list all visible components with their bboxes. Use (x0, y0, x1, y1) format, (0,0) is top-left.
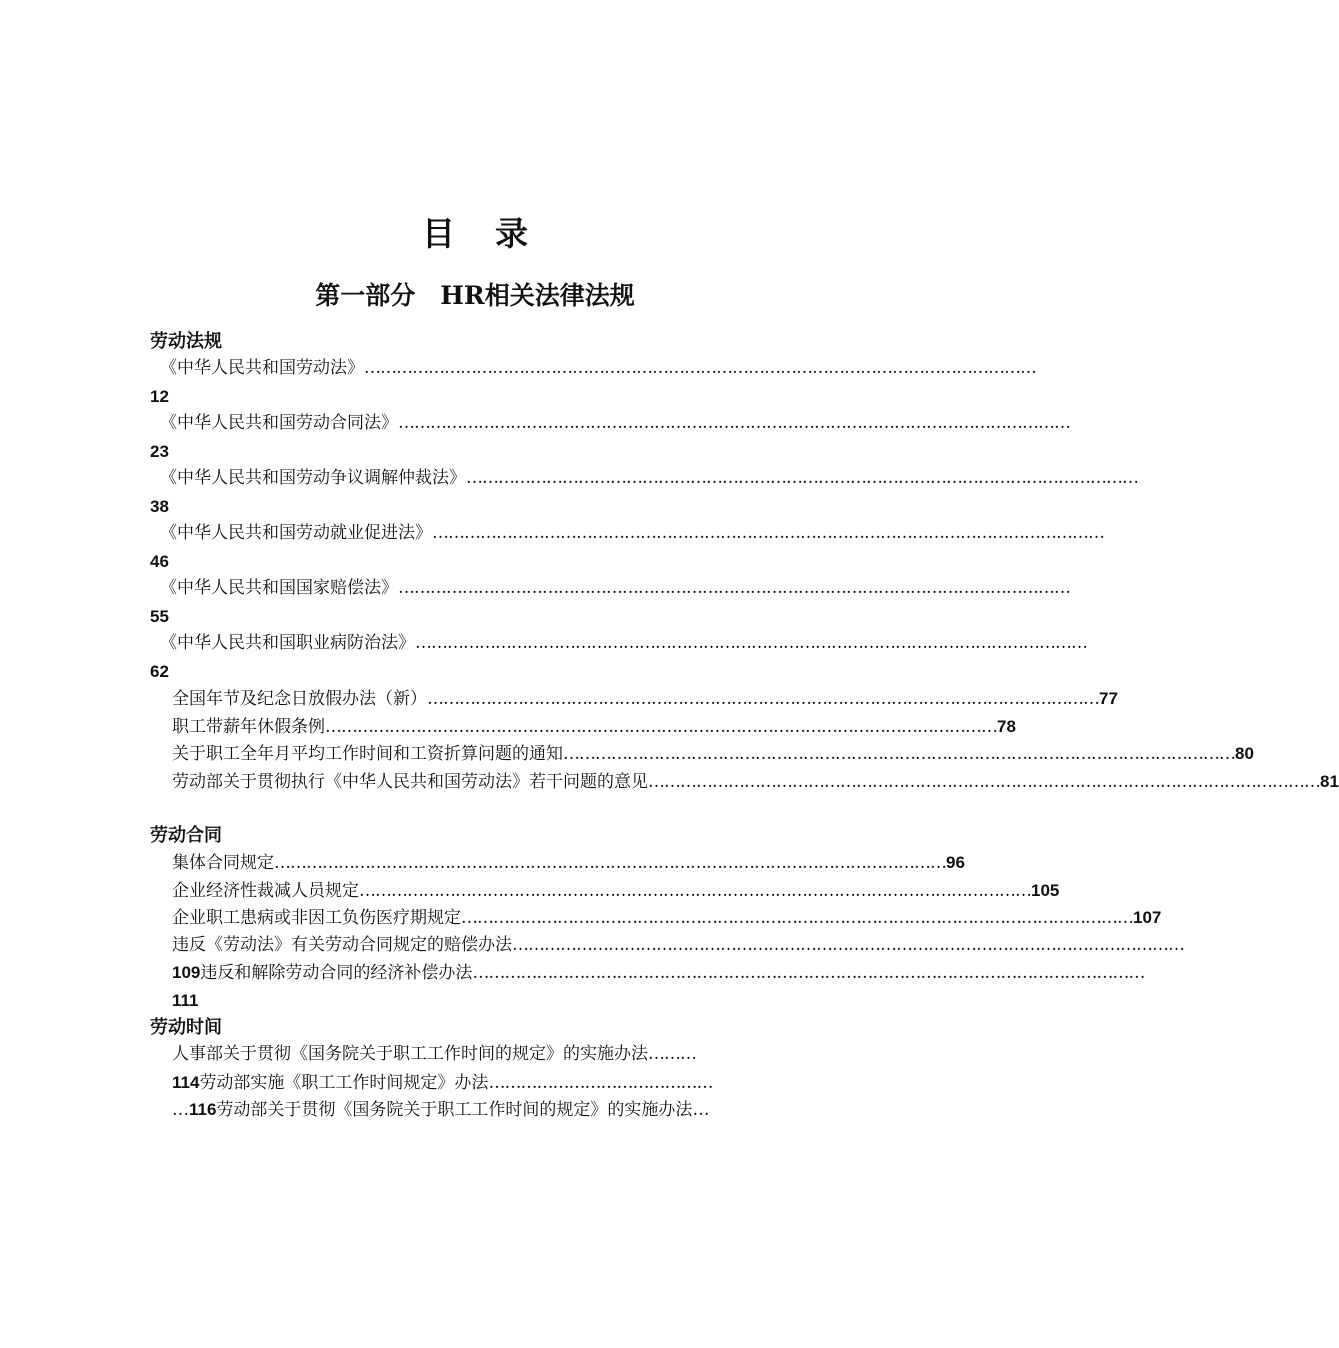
toc-title (0, 208, 950, 255)
toc-entry[interactable]: 《中华人民共和国劳动争议调解仲裁法》 ……………………………………………………………………………………………………………… (160, 468, 1138, 488)
toc-entry[interactable]: 《中华人民共和国国家赔偿法》 ……………………………………………………………………………………………………………… (160, 578, 1070, 598)
toc-entry[interactable]: 企业职工患病或非因工负伤医疗期规定 ……………………………………………………………………………………………………………… 107 (172, 908, 1162, 928)
toc-entry[interactable]: 关于职工全年月平均工作时间和工资折算问题的通知 ……………………………………………………………………………………………………………… 80 (172, 744, 1254, 764)
toc-page-number: 46 (150, 551, 169, 571)
toc-page-number: 111 (172, 990, 199, 1010)
toc-page-number: 55 (150, 606, 169, 626)
toc-title-right: 录 (495, 214, 528, 253)
toc-entry[interactable]: 集体合同规定 ……………………………………………………………………………………………………………… 96 (172, 853, 965, 873)
section-heading: 劳动时间 (150, 1017, 222, 1038)
part-subtitle: 第一部分 HR相关法律法规 (315, 281, 635, 310)
toc-entry[interactable]: 109 违反和解除劳动合同的经济补偿办法 ……………………………………………………………………………………………………………… (172, 963, 1145, 983)
toc-page-number: 12 (150, 386, 169, 406)
toc-entry[interactable]: 企业经济性裁减人员规定 ……………………………………………………………………………………………………………… 105 (172, 880, 1060, 901)
toc-title-left: 目 (422, 214, 455, 253)
toc-page-number: 23 (150, 441, 169, 461)
toc-page-number: 38 (150, 496, 169, 516)
toc-entry[interactable]: 劳动部关于贯彻执行《中华人民共和国劳动法》若干问题的意见 ……………………………………………………………………………………………………………… 81 (172, 771, 1339, 792)
section-heading: 劳动合同 (150, 825, 222, 846)
toc-entry[interactable]: 《中华人民共和国职业病防治法》 ……………………………………………………………………………………………………………… (160, 633, 1087, 653)
toc-entry[interactable]: 人事部关于贯彻《国务院关于职工工作时间的规定》的实施办法 ……… (172, 1044, 696, 1064)
toc-entry[interactable]: 违反《劳动法》有关劳动合同规定的赔偿办法 ……………………………………………………………………………………………………………… (172, 934, 1184, 955)
section-heading: 劳动法规 (150, 331, 222, 352)
toc-entry[interactable]: 职工带薪年休假条例 ……………………………………………………………………………………………………………… 78 (172, 716, 1016, 737)
toc-entry[interactable]: 《中华人民共和国劳动合同法》 ……………………………………………………………………………………………………………… (160, 413, 1070, 433)
toc-entry[interactable]: 《中华人民共和国劳动法》 ……………………………………………………………………………………………………………… (160, 358, 1036, 378)
toc-content (150, 328, 1339, 1124)
toc-page-number: 62 (150, 661, 169, 681)
toc-entry[interactable]: … 116 劳动部关于贯彻《国务院关于职工工作时间的规定》的实施办法 … (172, 1100, 709, 1120)
toc-entry[interactable]: 全国年节及纪念日放假办法（新） ……………………………………………………………………………………………………………… 77 (172, 689, 1118, 709)
toc-entry[interactable]: 114 劳动部实施《职工工作时间规定》办法 …………………………………… (172, 1072, 713, 1093)
toc-entry[interactable]: 《中华人民共和国劳动就业促进法》 ……………………………………………………………………………………………………………… (160, 523, 1104, 543)
